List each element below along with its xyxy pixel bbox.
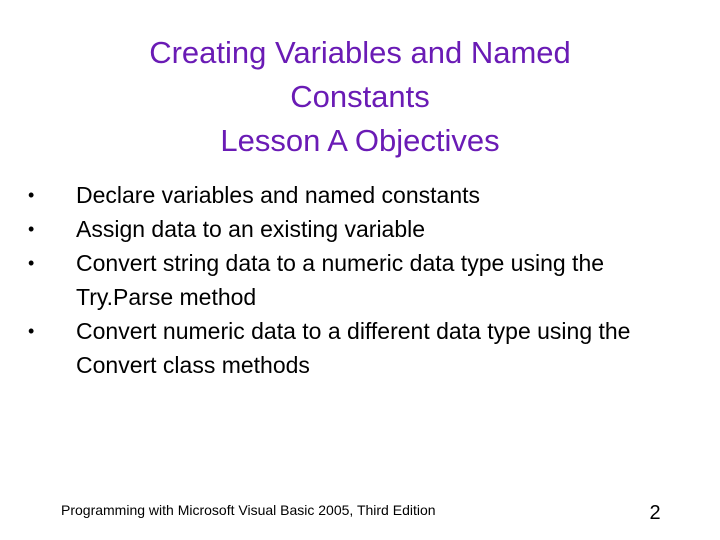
list-item [28,178,668,212]
bullet-icon: • [28,219,35,239]
slide-footer: Programming with Microsoft Visual Basic 2005, Third Edition [61,502,436,518]
bullet-icon: • [28,185,35,205]
list-item-text: Convert numeric data to a different data type using the Convert class methods [76,318,631,378]
list-item [28,246,668,314]
list-item [28,212,668,246]
list-item [28,314,668,382]
list-item-text: Declare variables and named constants [76,182,481,208]
page-number: 2 [649,502,661,524]
title-line-3: Lesson A Objectives [220,123,500,158]
title-line-2: Constants [290,79,430,114]
objectives-list [28,178,668,382]
list-item-text: Convert string data to a numeric data type using the Try.Parse method [76,250,605,310]
title-line-1: Creating Variables and Named [149,35,571,70]
list-item-text: Assign data to an existing variable [76,216,426,242]
slide-title [60,31,660,163]
bullet-icon: • [28,321,35,341]
bullet-icon: • [28,253,35,273]
